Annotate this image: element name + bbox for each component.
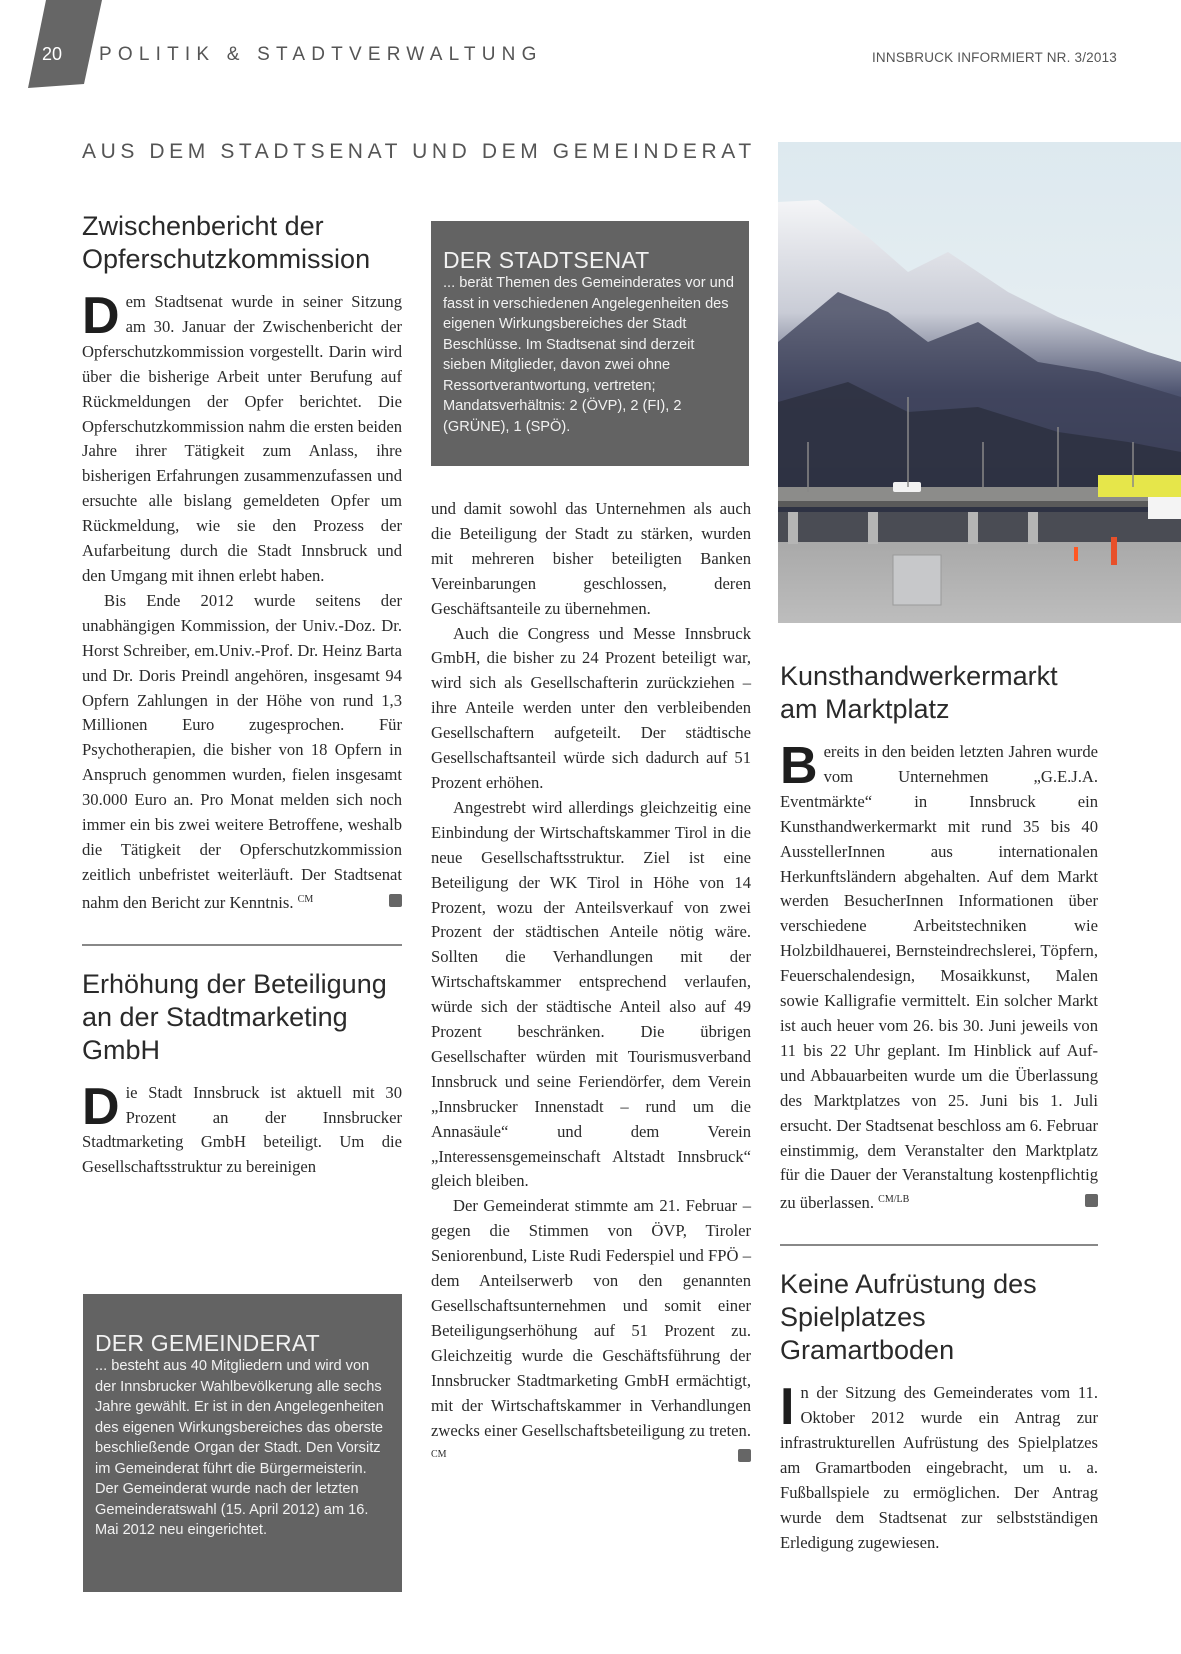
infobox-title: DER STADTSENAT xyxy=(443,247,650,273)
article-divider xyxy=(780,1244,1098,1246)
author-signature: CM xyxy=(297,893,314,905)
promenade xyxy=(778,542,1181,623)
paragraph: Bereits in den beiden letzten Jahren wurde vom Unternehmen „G.E.J.A. Eventmärkte“ in Innsbruck ein Kunsthandwerkermarkt mit rund 35 bis 40 AusstellerInnen aus internationalen Herkunftsländern abgehalten. Auf dem Markt werden BesucherInnen Informationen über verschiedene Arbeitstechniken wie Holzbildhauerei, Bernsteindrechslerei, Töpfern, Feuerschalendesign, Mosaikkunst, Malen sowie Kalligrafie vermittelt. Ein solcher Markt ist auch heuer vom 26. bis 30. Juni jeweils von 11 bis 22 Uhr geplant. Im Hinblick auf Auf- und Abbauarbeiten wurde um die Überlassung des Marktplatzes von 25. Juni bis 1. Juli ersucht. Der Stadtsenat beschloss am 6. Februar einstimmig, dem Veranstalter den Marktplatz für die Dauer der Veranstaltung kostenpflichtig zu überlassen. $^{CM/LB}$ xyxy=(780,737,1098,1213)
paragraph: Dem Stadtsenat wurde in seiner Sitzung am 30. Januar der Zwischenbericht der Opferschutzkommission vorgestellt. Darin wird über die bisherige Arbeit unter Berufung auf Rückmeldungen der Opfer berichtet. Die Opferschutzkommission nahm die ersten beiden Jahre ihrer Tätigkeit zum Anlass, ihre bisherigen Erfahrungen zusammenzufassen und ersuchte alle bislang gemeldeten Opfer um Rückmeldung, wie sie den Prozess der Aufarbeitung durch die Stadt Innsbruck und den Umgang mit ihnen erlebt haben. xyxy=(82,287,402,585)
article-opferschutz xyxy=(82,210,402,916)
drop-cap: I xyxy=(780,1378,795,1437)
issue-label: INNSBRUCK INFORMIERT NR. 3/2013 xyxy=(871,50,1117,65)
drop-cap: D xyxy=(82,287,120,345)
column-3 xyxy=(780,660,1098,1556)
end-of-article-icon xyxy=(389,894,402,907)
drop-cap: B xyxy=(780,737,818,795)
white-van xyxy=(1148,497,1181,519)
infobox-title: DER GEMEINDERAT xyxy=(95,1330,320,1356)
paragraph: Die Stadt Innsbruck ist aktuell mit 30 Prozent an der Innsbrucker Stadtmarketing GmbH beteiligt. Um die Gesellschaftsstruktur zu bereinigen xyxy=(82,1077,402,1177)
article-headline: Kunsthandwerkermarkt am Marktplatz xyxy=(780,661,1058,724)
article-body xyxy=(82,1077,402,1181)
article-stadtmarketing xyxy=(82,968,402,1181)
infobox-text: ... berät Themen des Gemeinderates vor und fasst in verschiedenen Angelegenheiten des eigenen Wirkungsbereiches der Stadt Beschlüsse. Im Stadtsenat sind derzeit sieben Mitglieder, davon zwei ohne Ressortverantwortung, vertreten; Mandatsverhältnis: 2 (ÖVP), 2 (FI), 2 (GRÜNE), 1 (SPÖ). xyxy=(443,275,734,435)
article-body xyxy=(780,1378,1098,1555)
paragraph: und damit sowohl das Unternehmen als auch die Beteiligung der Stadt zu stärken, wurden mit mehreren bisher beteiligten Banken Vereinbarungen geschlossen, deren Geschäftsanteile zu übernehmen. xyxy=(431,499,751,618)
article-spielplatz xyxy=(780,1268,1098,1555)
infobox-stadtsenat xyxy=(431,221,749,466)
paragraph: Bis Ende 2012 wurde seitens der unabhängigen Kommission, der Univ.-Doz. Dr. Horst Schreiber, em.Univ.-Prof. Dr. Heinz Barta und Dr. Doris Preindl angehören, insgesamt 94 Opfern Zahlungen in der Höhe von rund 1,3 Millionen Euro zugesprochen. Für Psychotherapien, die bisher von 18 Opfern in Anspruch genommen wurden, fielen insgesamt 30.000 Euro an. Pro Monat melden sich noch immer ein bis zwei weitere Betroffene, weshalb die Tätigkeit der Opferschutzkommission zeitlich unbefristet weiterläuft. Der Stadtsenat nahm den Bericht zur Kenntnis. $^{CM}$ xyxy=(82,590,402,912)
paragraph: Angestrebt wird allerdings gleichzeitig eine Einbindung der Wirtschaftskammer Tirol in die neue Gesellschaftsstruktur. Ziel ist eine Beteiligung der WK Tirol in Höhe von 14 Prozent, wozu der Anteilsverkauf von zwei Prozent der städtischen Anteile nötig wäre. Sollten die Verhandlungen mit der Wirtschaftskammer entsprechend verlaufen, würde sich der städtische Anteil also auf 49 Prozent beschränken. Die übrigen Gesellschafter würden mit Tourismusverband Innsbruck und seine Feriendörfer, dem Verein „Innsbrucker Innenstadt – rund um die Annasäule“ und dem Verein „Interessensgemeinschaft Altstadt Innsbruck“ gleich bleiben. xyxy=(431,797,751,1191)
article-body xyxy=(82,287,402,916)
infobox-text: ... besteht aus 40 Mitgliedern und wird von der Innsbrucker Wahlbevölkerung alle sechs Jahre gewählt. Er ist in den Angelegenheiten des eigenen Wirkungsbereiches das oberste beschließende Organ der Stadt. Den Vorsitz im Gemeinderat führt die Bürgermeisterin. Der Gemeinderat wurde nach der letzten Gemeinderatswahl (15. April 2012) am 16. Mai 2012 neu eingerichtet. xyxy=(95,1358,384,1538)
end-of-article-icon xyxy=(1085,1194,1098,1207)
section-title: POLITIK & STADTVERWALTUNG xyxy=(99,44,543,65)
article-headline: Erhöhung der Beteiligung an der Stadtmarketing GmbH xyxy=(82,968,387,1065)
article-body-continued xyxy=(431,497,751,1471)
author-signature: CM xyxy=(431,1449,447,1461)
paragraph: Der Gemeinderat stimmte am 21. Februar – gegen die Stimmen von ÖVP, Tiroler Seniorenbund, Liste Rudi Federspiel und FPÖ – dem Anteilserwerb von den genannten Gesellschaftsunternehmen und somit einer Beteiligungserhöhung auf 51 Prozent zu. Gleichzeitig wurde die Geschäftsführung der Innsbrucker Stadtmarketing GmbH ermächtigt, mit der Wirtschaftskammer in Verhandlungen zwecks einer Gesellschaftsbeteiligung zu treten. $^{CM}$ xyxy=(431,1196,751,1461)
end-of-article-icon xyxy=(738,1449,751,1462)
column-1 xyxy=(82,210,402,1180)
utility-box xyxy=(893,555,941,605)
rubric-heading: AUS DEM STADTSENAT UND DEM GEMEINDERAT xyxy=(82,140,756,163)
mountain-photo xyxy=(778,142,1181,623)
paragraph: In der Sitzung des Gemeinderates vom 11. Oktober 2012 wurde ein Antrag zur infrastrukturellen Aufrüstung des Spielplatzes am Gramartboden eingebracht, um u. a. Fußballspiele zu ermöglichen. Der Antrag wurde dem Stadtsenat zur selbstständigen Erledigung zugewiesen. xyxy=(780,1378,1098,1552)
infobox-gemeinderat xyxy=(83,1294,402,1592)
article-headline: Zwischenbericht der Opferschutzkommission xyxy=(82,211,371,274)
author-signature: CM/LB xyxy=(878,1194,910,1206)
article-headline: Keine Aufrüstung des Spielplatzes Gramartboden xyxy=(780,1269,1037,1366)
article-body xyxy=(780,737,1098,1216)
article-kunsthandwerkermarkt xyxy=(780,660,1098,1216)
paragraph: Auch die Congress und Messe Innsbruck GmbH, die bisher zu 24 Prozent beteiligt war, wird sich als Gesellschafterin zurückziehen – ihre Anteile werden unter den verbleibenden Gesellschaftern aufgeteilt. Der städtische Gesellschaftsanteil würde sich dadurch auf 51 Prozent erhöhen. xyxy=(431,623,751,792)
article-divider xyxy=(82,944,402,946)
drop-cap: D xyxy=(82,1077,120,1136)
column-2 xyxy=(431,497,751,1471)
page-number: 20 xyxy=(42,44,63,64)
yellow-bus xyxy=(1098,475,1181,497)
